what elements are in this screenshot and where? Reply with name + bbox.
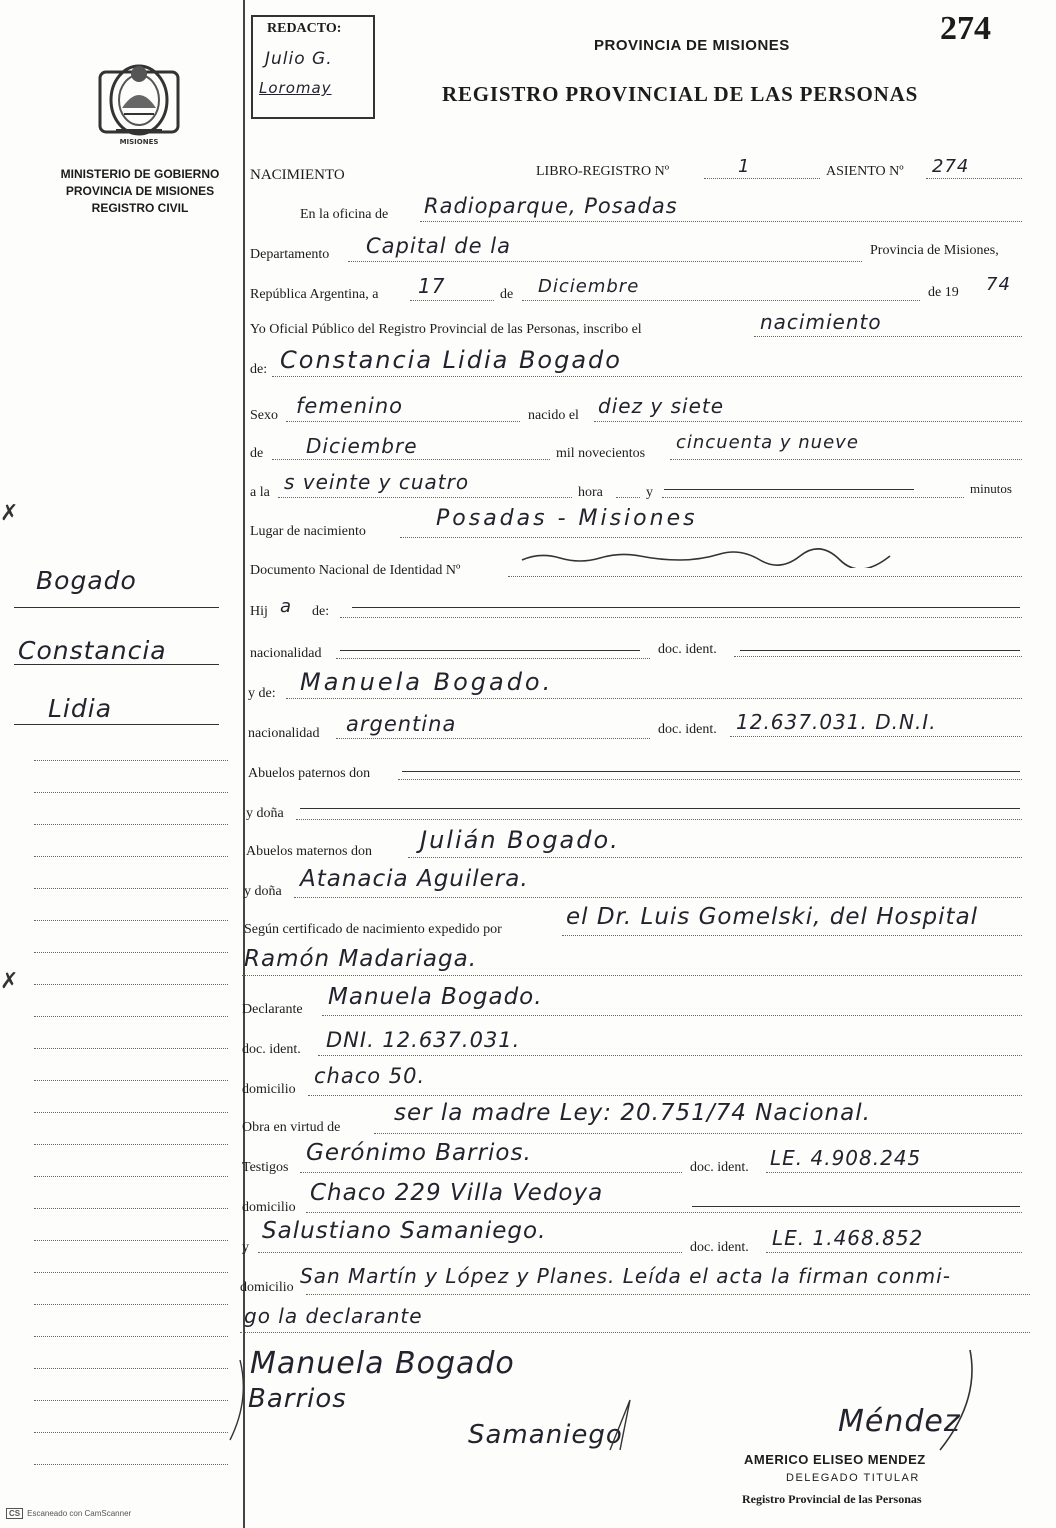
year-value: 74 [986, 274, 1011, 295]
inscribo-value: nacimiento [760, 310, 882, 334]
mil-value: cincuenta y nueve [676, 432, 859, 453]
nacionalidad-madre-label: nacionalidad [248, 726, 320, 741]
declarante-signature: Manuela Bogado [250, 1346, 515, 1381]
segun-value-2: Ramón Madariaga. [244, 946, 478, 972]
redacto-signature-1: Julio G. [265, 49, 333, 69]
de-year-label: de 19 [928, 285, 959, 300]
redacto-signature-2: Loromay [259, 79, 332, 97]
testigo2-domicilio-value: San Martín y López y Planes. Leída el acta la firman conmi- [300, 1264, 951, 1288]
oficial-text: Yo Oficial Público del Registro Provincial de las Personas, inscribo el [250, 322, 642, 337]
ministry-block [40, 166, 240, 217]
yde-label: y de: [248, 686, 276, 701]
y-testigo-label: y [242, 1240, 249, 1255]
doc-ident-padre-label: doc. ident. [658, 642, 717, 657]
nacionalidad-padre-label: nacionalidad [250, 646, 322, 661]
ministry-line-2: PROVINCIA DE MISIONES [65, 184, 215, 198]
testigo1-domicilio-value: Chaco 229 Villa Vedoya [310, 1180, 604, 1206]
testigo1-domicilio-label: domicilio [242, 1200, 296, 1215]
abuelos-paternos-label: Abuelos paternos don [248, 766, 371, 781]
margin-surname: Bogado [36, 566, 137, 595]
doc-ident-madre-label: doc. ident. [658, 722, 717, 737]
abuelos-maternos-label: Abuelos maternos don [246, 844, 372, 859]
hijo-de-label: de: [312, 604, 330, 619]
mil-label: mil novecientos [556, 446, 646, 461]
testigo2-doc-value: LE. 1.468.852 [772, 1226, 924, 1250]
dni-squiggle-icon [520, 548, 900, 568]
redacto-label: REDACTO: [267, 21, 342, 36]
scanner-footer [6, 1508, 131, 1519]
y-label: y [646, 485, 653, 500]
stamp-office: Registro Provincial de las Personas [742, 1492, 922, 1506]
mes-value: Diciembre [538, 276, 640, 297]
nacido-label: nacido el [528, 408, 579, 423]
hijo-a-value: a [280, 596, 293, 617]
dia-value: 17 [418, 274, 446, 298]
departamento-value: Capital de la [366, 234, 511, 258]
seal-text: MISIONES [119, 138, 159, 146]
testigo1-doc-value: LE. 4.908.245 [770, 1146, 922, 1170]
ministry-line-1: MINISTERIO DE GOBIERNO [60, 167, 220, 181]
doc-madre-value: 12.637.031. D.N.I. [736, 710, 937, 734]
de-persona-label: de: [250, 362, 268, 377]
declarante-value: Manuela Bogado. [328, 984, 543, 1010]
abuela-materna-value: Atanacia Aguilera. [300, 866, 529, 892]
sexo-label: Sexo [250, 408, 278, 423]
sexo-value: femenino [296, 394, 403, 418]
nac-madre-value: argentina [346, 712, 457, 736]
coat-of-arms-seal-icon [96, 52, 182, 152]
nacimiento-label: NACIMIENTO [250, 167, 345, 183]
redacto-box [251, 15, 375, 119]
margin-rule [243, 0, 245, 1528]
obra-value: ser la madre Ley: 20.751/74 Nacional. [394, 1100, 871, 1126]
persona-value: Constancia Lidia Bogado [280, 346, 622, 374]
stamp-name: AMERICO ELISEO MENDEZ [744, 1452, 926, 1467]
libro-label: LIBRO-REGISTRO Nº [536, 164, 670, 179]
departamento-label: Departamento [250, 247, 330, 262]
testigo2-doc-label: doc. ident. [690, 1240, 749, 1255]
margin-tick-mark-icon: ✗ [0, 500, 19, 525]
witness-signature-1: Barrios [248, 1384, 347, 1414]
obra-label: Obra en virtud de [242, 1120, 341, 1135]
testigo2-value: Salustiano Samaniego. [262, 1218, 547, 1244]
libro-value: 1 [738, 156, 751, 177]
oficina-value: Radioparque, Posadas [424, 194, 678, 218]
ala-label: a la [250, 485, 270, 500]
ydona-materna-label: y doña [244, 884, 282, 899]
testigos-label: Testigos [242, 1160, 289, 1175]
doc-declarante-value: DNI. 12.637.031. [326, 1028, 521, 1052]
lugar-value: Posadas - Misiones [436, 506, 698, 531]
closing-line: go la declarante [244, 1304, 423, 1328]
witness-signature-2: Samaniego [468, 1420, 623, 1450]
margin-middle-name: Lidia [48, 694, 113, 723]
asiento-value: 274 [932, 156, 970, 177]
mes-nac-value: Diciembre [306, 434, 418, 458]
scanner-text: Escaneado con CamScanner [27, 1509, 132, 1518]
doc-ident-declarante-label: doc. ident. [242, 1042, 301, 1057]
hijo-label: Hij [250, 604, 268, 619]
madre-value: Manuela Bogado. [300, 668, 554, 696]
ministry-line-3: REGISTRO CIVIL [91, 201, 189, 215]
margin-tick-mark-icon: ✗ [0, 968, 19, 993]
domicilio-label: domicilio [242, 1082, 296, 1097]
asiento-label: ASIENTO Nº [826, 164, 904, 179]
abuelo-materno-value: Julián Bogado. [420, 826, 620, 854]
hora-value: s veinte y cuatro [284, 470, 470, 494]
ydona-paterna-label: y doña [246, 806, 284, 821]
page-number: 274 [940, 10, 991, 47]
de-mes-label: de [250, 446, 264, 461]
testigo2-domicilio-label: domicilio [240, 1280, 294, 1295]
camscanner-logo: CS [6, 1508, 23, 1519]
de-label: de [500, 287, 514, 302]
oficina-label: En la oficina de [300, 207, 389, 222]
testigo1-doc-label: doc. ident. [690, 1160, 749, 1175]
minutos-label: minutos [970, 481, 1012, 496]
segun-label: Según certificado de nacimiento expedido por [244, 922, 502, 937]
province-heading: PROVINCIA DE MISIONES [594, 37, 790, 54]
stamp-title: DELEGADO TITULAR [786, 1472, 920, 1484]
signature-scribbles-icon [210, 1340, 1010, 1460]
hora-label: hora [578, 485, 603, 500]
nacido-value: diez y siete [598, 394, 725, 418]
dni-label: Documento Nacional de Identidad Nº [250, 563, 461, 578]
domicilio-value: chaco 50. [314, 1064, 426, 1088]
testigo1-value: Gerónimo Barrios. [306, 1140, 532, 1166]
segun-value: el Dr. Luis Gomelski, del Hospital [566, 904, 979, 930]
provincia-misiones-label: Provincia de Misiones, [870, 243, 999, 258]
margin-first-name: Constancia [18, 636, 167, 665]
registry-heading: REGISTRO PROVINCIAL DE LAS PERSONAS [442, 82, 919, 106]
official-signature: Méndez [838, 1404, 961, 1439]
declarante-label: Declarante [242, 1002, 303, 1017]
lugar-label: Lugar de nacimiento [250, 524, 366, 539]
republica-label: República Argentina, a [250, 287, 379, 302]
